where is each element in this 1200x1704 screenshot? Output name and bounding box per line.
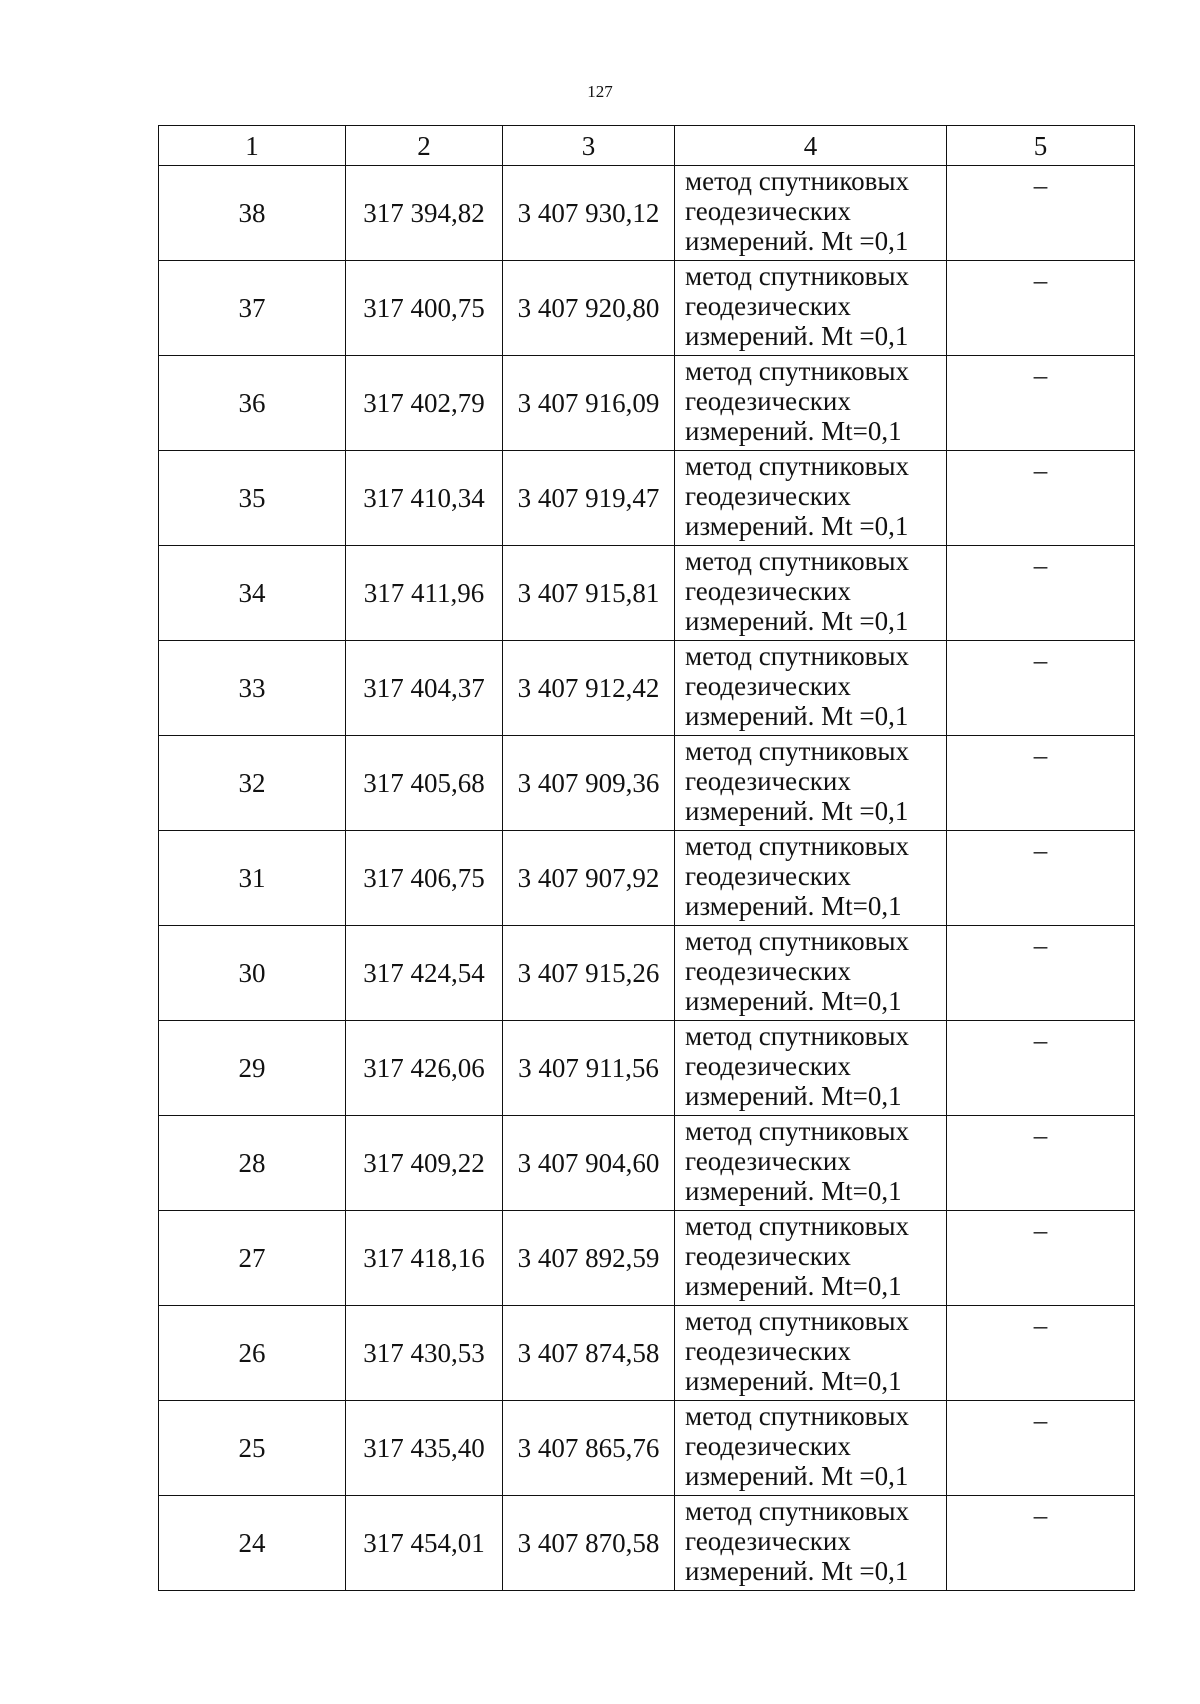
table-row <box>159 1211 1135 1306</box>
y-coordinate-cell: 3 407 909,36 <box>503 736 675 831</box>
y-coordinate-cell: 3 407 904,60 <box>503 1116 675 1211</box>
x-coordinate-cell: 317 418,16 <box>346 1211 503 1306</box>
table-row <box>159 451 1135 546</box>
header-cell-4: 4 <box>675 126 947 166</box>
y-coordinate-cell: 3 407 920,80 <box>503 261 675 356</box>
x-coordinate-cell: 317 454,01 <box>346 1496 503 1591</box>
page-number: 127 <box>587 82 613 101</box>
note-cell: – <box>947 1116 1135 1211</box>
y-coordinate-cell: 3 407 915,81 <box>503 546 675 641</box>
point-number-cell: 25 <box>159 1401 346 1496</box>
method-cell: метод спутниковых геодезических измерений. Mt=0,1 <box>675 1116 947 1211</box>
header-cell-2: 2 <box>346 126 503 166</box>
point-number-cell: 26 <box>159 1306 346 1401</box>
table-row <box>159 1496 1135 1591</box>
note-cell: – <box>947 166 1135 261</box>
y-coordinate-cell: 3 407 870,58 <box>503 1496 675 1591</box>
x-coordinate-cell: 317 411,96 <box>346 546 503 641</box>
y-coordinate-cell: 3 407 892,59 <box>503 1211 675 1306</box>
point-number-cell: 28 <box>159 1116 346 1211</box>
method-cell: метод спутниковых геодезических измерений. Mt =0,1 <box>675 736 947 831</box>
x-coordinate-cell: 317 430,53 <box>346 1306 503 1401</box>
x-coordinate-cell: 317 435,40 <box>346 1401 503 1496</box>
point-number-cell: 32 <box>159 736 346 831</box>
y-coordinate-cell: 3 407 907,92 <box>503 831 675 926</box>
y-coordinate-cell: 3 407 930,12 <box>503 166 675 261</box>
note-cell: – <box>947 736 1135 831</box>
table-row <box>159 546 1135 641</box>
x-coordinate-cell: 317 406,75 <box>346 831 503 926</box>
point-number-cell: 36 <box>159 356 346 451</box>
method-cell: метод спутниковых геодезических измерений. Mt =0,1 <box>675 1496 947 1591</box>
note-cell: – <box>947 1211 1135 1306</box>
y-coordinate-cell: 3 407 916,09 <box>503 356 675 451</box>
y-coordinate-cell: 3 407 915,26 <box>503 926 675 1021</box>
note-cell: – <box>947 1021 1135 1116</box>
y-coordinate-cell: 3 407 919,47 <box>503 451 675 546</box>
table-body <box>159 126 1135 1591</box>
note-cell: – <box>947 926 1135 1021</box>
method-cell: метод спутниковых геодезических измерений. Mt=0,1 <box>675 1306 947 1401</box>
note-cell: – <box>947 261 1135 356</box>
note-cell: – <box>947 641 1135 736</box>
header-cell-5: 5 <box>947 126 1135 166</box>
note-cell: – <box>947 356 1135 451</box>
method-cell: метод спутниковых геодезических измерений. Mt=0,1 <box>675 926 947 1021</box>
method-cell: метод спутниковых геодезических измерений. Mt=0,1 <box>675 1211 947 1306</box>
method-cell: метод спутниковых геодезических измерений. Mt =0,1 <box>675 261 947 356</box>
x-coordinate-cell: 317 394,82 <box>346 166 503 261</box>
header-cell-3: 3 <box>503 126 675 166</box>
method-cell: метод спутниковых геодезических измерений. Mt=0,1 <box>675 1021 947 1116</box>
point-number-cell: 24 <box>159 1496 346 1591</box>
point-number-cell: 38 <box>159 166 346 261</box>
y-coordinate-cell: 3 407 912,42 <box>503 641 675 736</box>
method-cell: метод спутниковых геодезических измерений. Mt =0,1 <box>675 641 947 736</box>
method-cell: метод спутниковых геодезических измерений. Mt=0,1 <box>675 831 947 926</box>
x-coordinate-cell: 317 410,34 <box>346 451 503 546</box>
y-coordinate-cell: 3 407 911,56 <box>503 1021 675 1116</box>
table-row <box>159 261 1135 356</box>
note-cell: – <box>947 1306 1135 1401</box>
table-row <box>159 831 1135 926</box>
coordinates-table <box>158 125 1135 1591</box>
y-coordinate-cell: 3 407 874,58 <box>503 1306 675 1401</box>
x-coordinate-cell: 317 426,06 <box>346 1021 503 1116</box>
table-row <box>159 356 1135 451</box>
table-row <box>159 641 1135 736</box>
table-row <box>159 1116 1135 1211</box>
note-cell: – <box>947 1401 1135 1496</box>
point-number-cell: 31 <box>159 831 346 926</box>
table-row <box>159 1401 1135 1496</box>
table-row <box>159 166 1135 261</box>
x-coordinate-cell: 317 405,68 <box>346 736 503 831</box>
point-number-cell: 27 <box>159 1211 346 1306</box>
x-coordinate-cell: 317 409,22 <box>346 1116 503 1211</box>
x-coordinate-cell: 317 402,79 <box>346 356 503 451</box>
x-coordinate-cell: 317 400,75 <box>346 261 503 356</box>
point-number-cell: 34 <box>159 546 346 641</box>
point-number-cell: 30 <box>159 926 346 1021</box>
note-cell: – <box>947 451 1135 546</box>
method-cell: метод спутниковых геодезических измерений. Mt =0,1 <box>675 546 947 641</box>
note-cell: – <box>947 831 1135 926</box>
note-cell: – <box>947 546 1135 641</box>
table-row <box>159 1306 1135 1401</box>
table-row <box>159 736 1135 831</box>
header-cell-1: 1 <box>159 126 346 166</box>
table-header-row <box>159 126 1135 166</box>
point-number-cell: 29 <box>159 1021 346 1116</box>
point-number-cell: 33 <box>159 641 346 736</box>
method-cell: метод спутниковых геодезических измерений. Mt =0,1 <box>675 166 947 261</box>
x-coordinate-cell: 317 404,37 <box>346 641 503 736</box>
note-cell: – <box>947 1496 1135 1591</box>
method-cell: метод спутниковых геодезических измерений. Mt =0,1 <box>675 1401 947 1496</box>
method-cell: метод спутниковых геодезических измерений. Mt=0,1 <box>675 356 947 451</box>
point-number-cell: 37 <box>159 261 346 356</box>
table-row <box>159 1021 1135 1116</box>
x-coordinate-cell: 317 424,54 <box>346 926 503 1021</box>
point-number-cell: 35 <box>159 451 346 546</box>
method-cell: метод спутниковых геодезических измерений. Mt =0,1 <box>675 451 947 546</box>
table-row <box>159 926 1135 1021</box>
y-coordinate-cell: 3 407 865,76 <box>503 1401 675 1496</box>
